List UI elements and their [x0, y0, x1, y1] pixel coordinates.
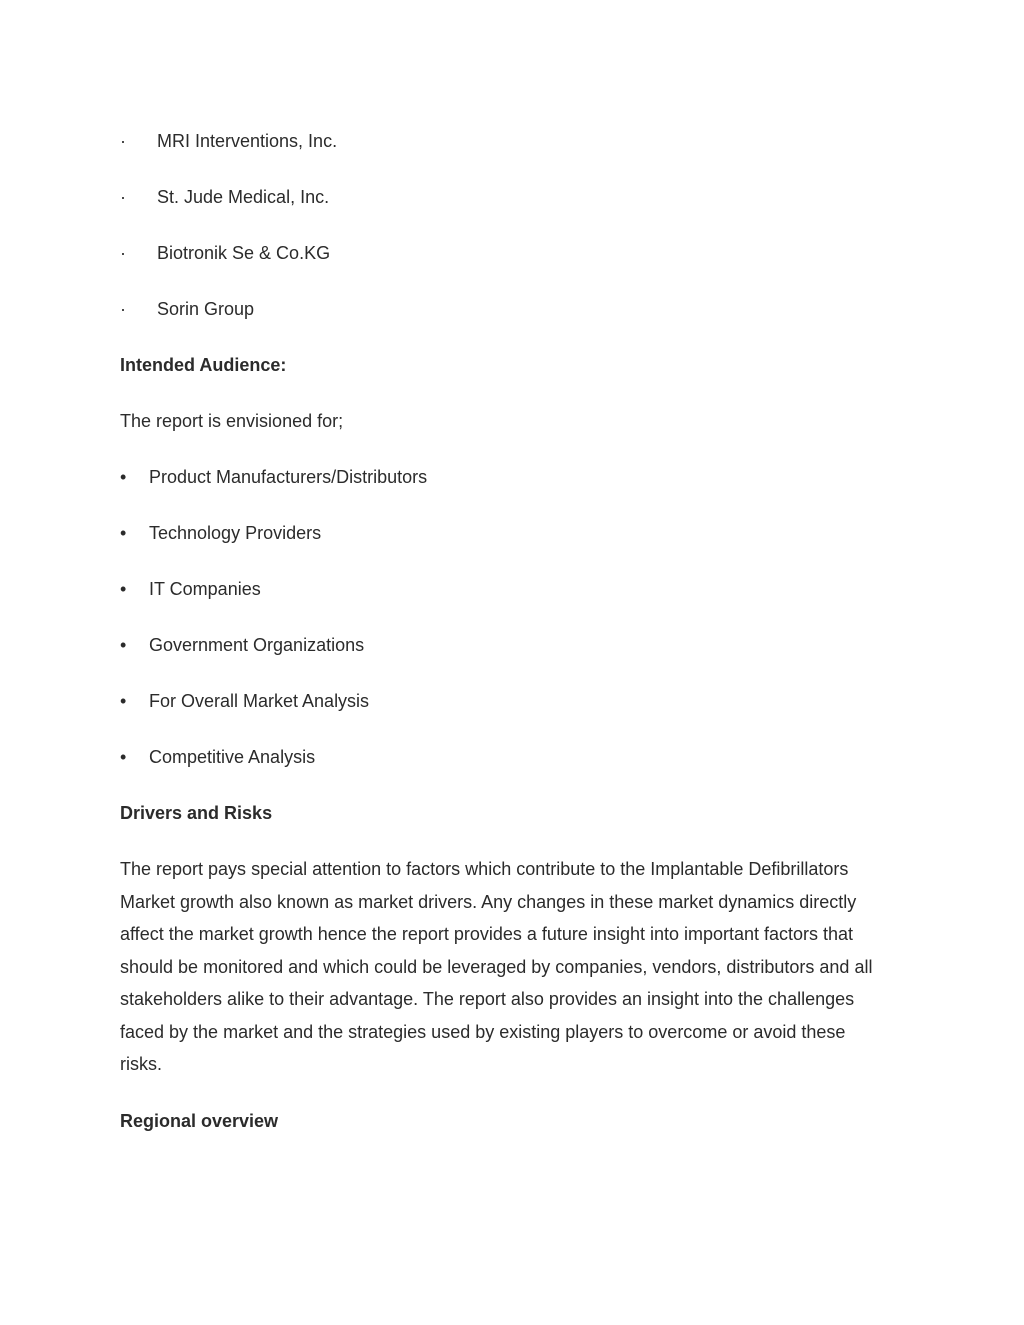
list-bullet: ·: [120, 299, 126, 319]
audience-label: Competitive Analysis: [149, 747, 316, 767]
paragraph-line: affect the market growth hence the report provides a future insight into important factors that: [120, 924, 854, 944]
regional-overview-heading: Regional overview: [120, 1111, 279, 1131]
list-bullet: •: [120, 635, 127, 655]
paragraph-line: Market growth also known as market drivers. Any changes in these market dynamics directly: [120, 892, 857, 912]
audience-label: Technology Providers: [149, 523, 322, 543]
list-bullet: ·: [120, 187, 126, 207]
list-bullet: •: [120, 467, 127, 487]
paragraph-line: faced by the market and the strategies used by existing players to overcome or avoid these: [120, 1022, 846, 1042]
paragraph-line: The report pays special attention to factors which contribute to the Implantable Defibrillators: [120, 859, 849, 879]
intended-audience-heading: Intended Audience:: [120, 355, 287, 375]
list-bullet: ·: [120, 243, 126, 263]
company-name: MRI Interventions, Inc.: [157, 131, 338, 151]
drivers-risks-heading: Drivers and Risks: [120, 803, 273, 823]
intended-audience-intro: The report is envisioned for;: [120, 411, 344, 431]
company-name: St. Jude Medical, Inc.: [157, 187, 330, 207]
paragraph-line: risks.: [120, 1054, 162, 1074]
audience-label: Product Manufacturers/Distributors: [149, 467, 428, 487]
list-bullet: •: [120, 747, 127, 767]
list-bullet: ·: [120, 131, 126, 151]
list-bullet: •: [120, 523, 127, 543]
company-name: Sorin Group: [157, 299, 255, 319]
paragraph-line: stakeholders alike to their advantage. The report also provides an insight into the challenges: [120, 989, 855, 1009]
company-name: Biotronik Se & Co.KG: [157, 243, 331, 263]
audience-label: For Overall Market Analysis: [149, 691, 370, 711]
audience-label: Government Organizations: [149, 635, 365, 655]
audience-label: IT Companies: [149, 579, 261, 599]
list-bullet: •: [120, 579, 127, 599]
paragraph-line: should be monitored and which could be leveraged by companies, vendors, distributors and all: [120, 957, 873, 977]
list-bullet: •: [120, 691, 127, 711]
